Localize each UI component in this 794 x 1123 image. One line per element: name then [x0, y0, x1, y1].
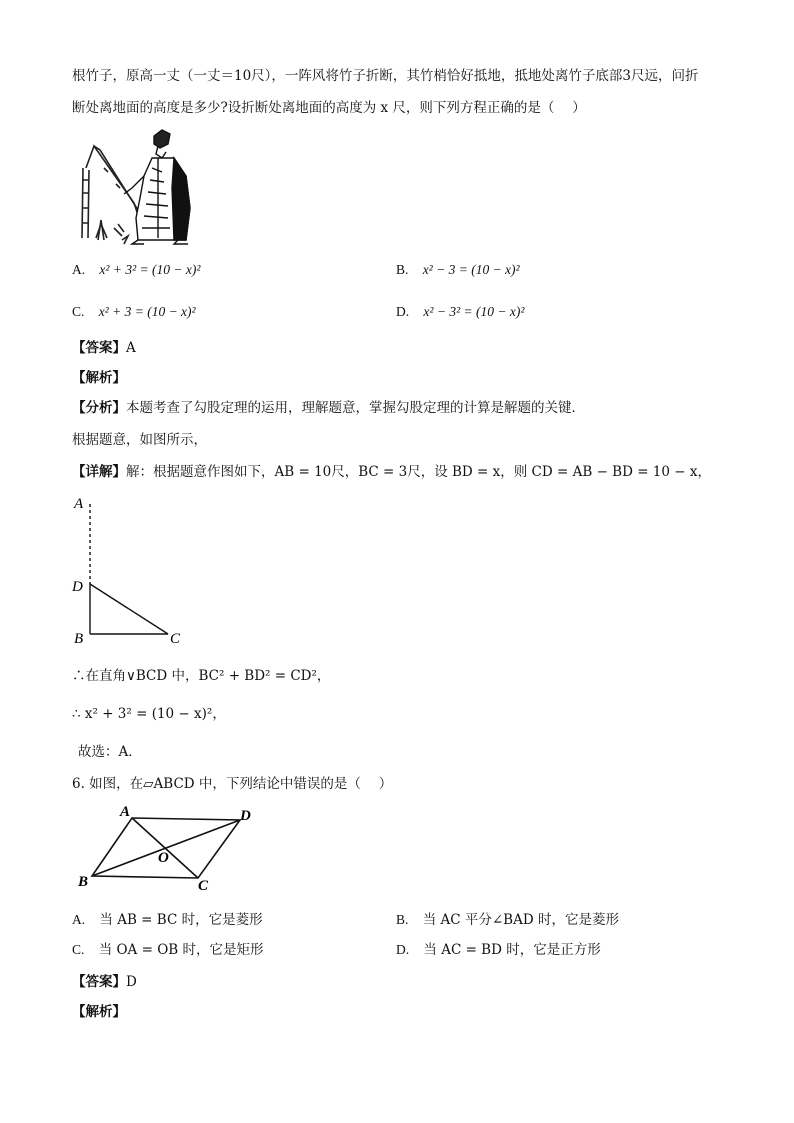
bamboo-man-illustration [74, 128, 204, 246]
label-c: C [198, 878, 209, 894]
label-c: C [170, 631, 181, 647]
label-d: D [240, 808, 251, 824]
q5-answer-row [72, 338, 136, 358]
option-text: x² − 3² = (10 − x)² [423, 304, 525, 319]
option-letter: B. [396, 262, 409, 277]
option-text: 当 AB = BC 时，它是菱形 [99, 912, 263, 928]
fenxi-text: 本题考查了勾股定理的运用，理解题意，掌握勾股定理的计算是解题的关键． [126, 400, 585, 416]
analysis-label: 【解析】 [72, 370, 126, 386]
option-text: 当 AC = BD 时，它是正方形 [423, 942, 601, 958]
q5-fenxi-row [72, 398, 585, 418]
option-letter: C. [72, 304, 85, 319]
option-letter: C. [72, 942, 85, 957]
q6-option-a[interactable] [72, 910, 263, 930]
option-text: x² − 3 = (10 − x)² [422, 262, 520, 277]
option-letter: D. [396, 942, 410, 957]
option-text: x² + 3 = (10 − x)² [98, 304, 196, 319]
option-text: 当 OA = OB 时，它是矩形 [98, 942, 264, 958]
xiangjie-text: 解：根据题意作图如下，AB = 10尺，BC = 3尺，设 BD = x，则 CD = AB − BD = 10 − x， [126, 464, 711, 480]
parallelogram-figure [74, 802, 264, 894]
q6-analysis-row [72, 1002, 126, 1022]
q5-conclusion: 故选：A． [78, 744, 142, 760]
right-triangle-figure [66, 488, 196, 650]
q5-option-b[interactable] [396, 260, 520, 280]
label-a: A [74, 496, 84, 512]
fenxi-label: 【分析】 [72, 400, 126, 416]
q5-step1: ∴在直角∨BCD 中，BC² + BD² = CD²， [72, 668, 331, 684]
q6-option-b[interactable] [396, 910, 619, 930]
q6-option-c[interactable] [72, 940, 263, 960]
analysis-label: 【解析】 [72, 1004, 126, 1020]
q5-text-line2: 断处离地面的高度是多少?设折断处离地面的高度为 x 尺，则下列方程正确的是（ ） [72, 100, 586, 116]
q5-genju-row: 根据题意，如图所示， [72, 432, 207, 448]
label-d: D [72, 579, 83, 595]
q5-option-d[interactable] [396, 302, 524, 322]
q5-step2: ∴ x² + 3² = (10 − x)²， [72, 706, 226, 722]
q5-analysis-row [72, 368, 126, 388]
q5-option-a[interactable] [72, 260, 200, 280]
option-letter: A. [72, 262, 86, 277]
segment-dc [90, 584, 168, 634]
q5-option-c[interactable] [72, 302, 196, 322]
option-letter: A. [72, 912, 86, 927]
option-letter: D. [396, 304, 410, 319]
answer-value: A [126, 340, 136, 356]
q6-option-d[interactable] [396, 940, 601, 960]
answer-label: 【答案】 [72, 974, 126, 990]
label-b: B [74, 631, 84, 647]
xiangjie-label: 【详解】 [72, 464, 126, 480]
label-o: O [158, 850, 169, 866]
answer-label: 【答案】 [72, 340, 126, 356]
diagonal-bd [92, 820, 240, 876]
q5-xiangjie-row [72, 462, 711, 482]
q6-stem: 6. 如图，在▱ABCD 中，下列结论中错误的是（ ） [72, 776, 393, 792]
label-b: B [78, 874, 89, 890]
label-a: A [120, 804, 131, 820]
answer-value: D [126, 974, 137, 990]
option-text: x² + 3² = (10 − x)² [99, 262, 201, 277]
option-letter: B. [396, 912, 409, 927]
q5-text-line1: 根竹子，原高一丈（一丈＝10尺），一阵风将竹子折断，其竹梢恰好抵地，抵地处离竹子底部3尺远，问折 [72, 68, 699, 84]
q6-answer-row [72, 972, 137, 992]
option-text: 当 AC 平分∠BAD 时，它是菱形 [422, 912, 619, 928]
